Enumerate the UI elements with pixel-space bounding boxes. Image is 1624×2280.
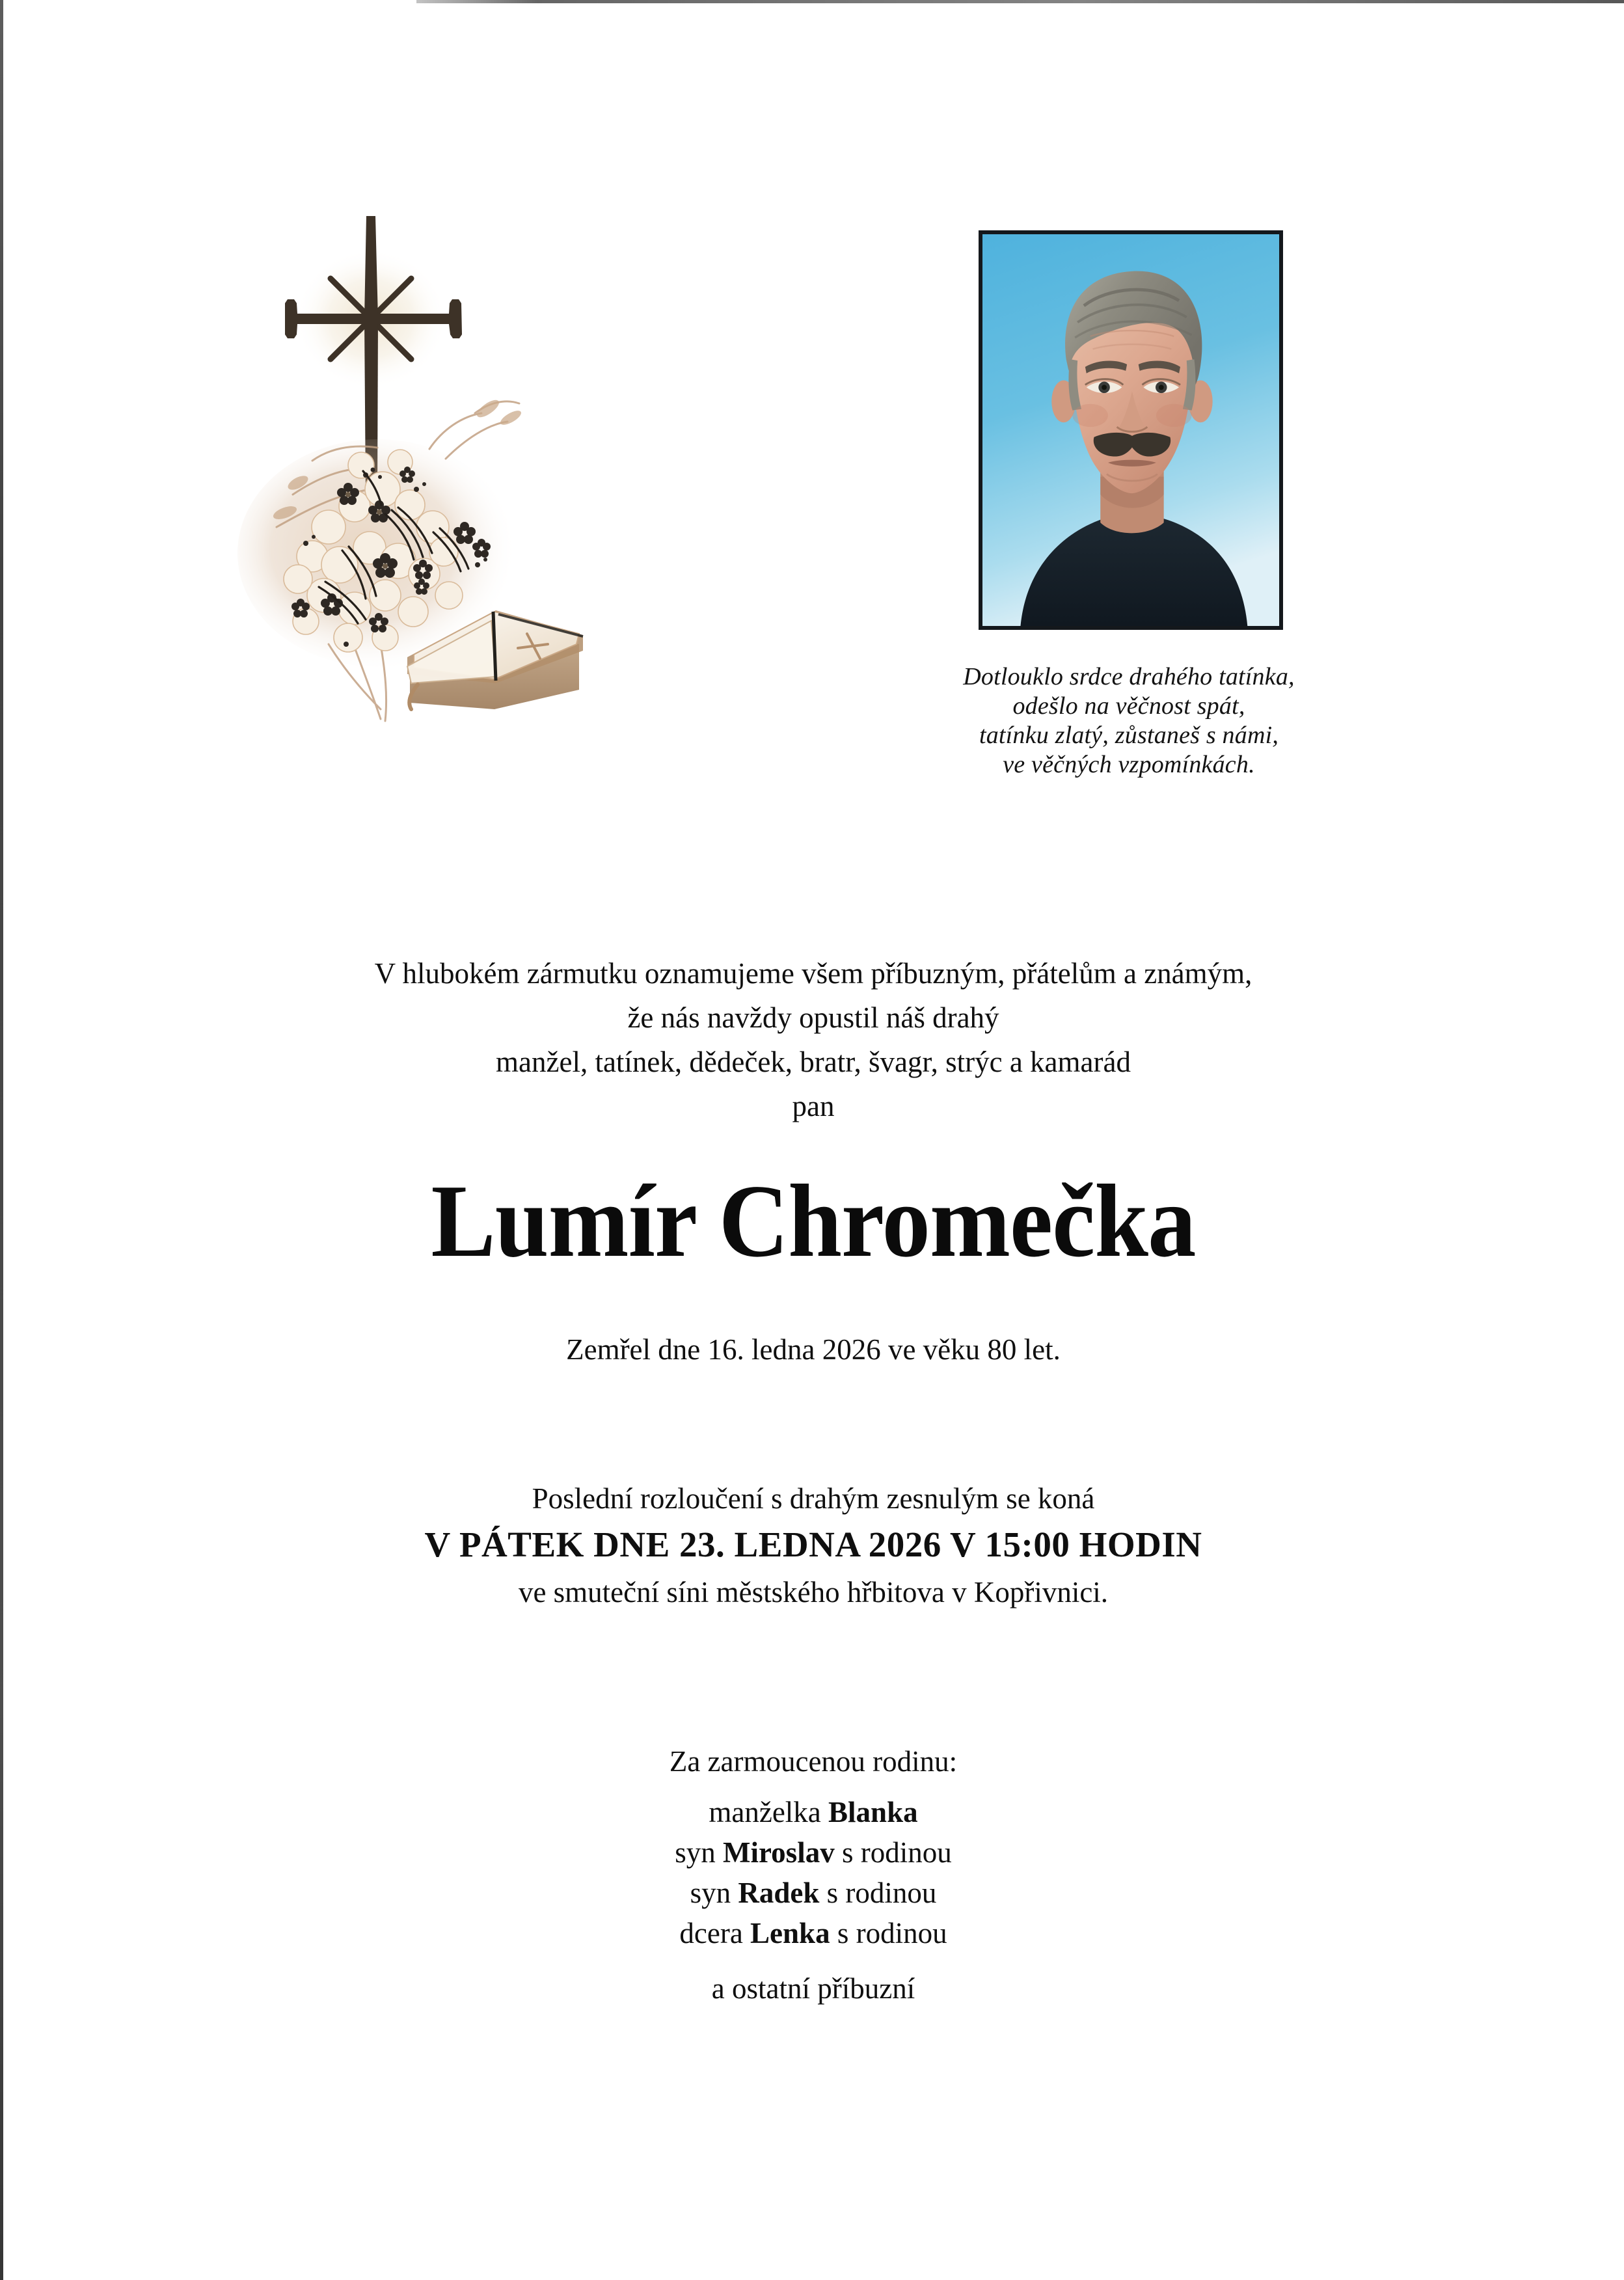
- family-closing: a ostatní příbuzní: [711, 1972, 915, 2005]
- family-relation: manželka: [709, 1796, 821, 1828]
- family-relation: syn: [675, 1836, 716, 1869]
- announcement-text: [98, 951, 1529, 1128]
- poem-line-3: tatínku zlatý, zůstaneš s námi,: [979, 722, 1279, 749]
- family-member-row: [98, 1792, 1529, 1832]
- announcement-line-2: že nás navždy opustil náš drahý: [627, 1001, 999, 1034]
- cross-bouquet-bible-illustration: [215, 189, 618, 729]
- family-member-row: [98, 1913, 1529, 1953]
- ceremony-intro: Poslední rozloučení s drahým zesnulým se koná: [532, 1482, 1095, 1515]
- portrait-photo: [979, 230, 1283, 630]
- poem-line-1: Dotlouklo srdce drahého tatínka,: [963, 663, 1295, 690]
- family-suffix: s rodinou: [826, 1877, 937, 1909]
- ceremony-venue: ve smuteční síni městského hřbitova v Kopřivnici.: [518, 1576, 1109, 1608]
- poem-line-2: odešlo na věčnost spát,: [1012, 692, 1245, 720]
- family-member-name: Lenka: [750, 1917, 830, 1949]
- poem-line-4: ve věčných vzpomínkách.: [1003, 751, 1255, 778]
- family-member-row: [98, 1832, 1529, 1873]
- family-member-name: Radek: [738, 1877, 820, 1909]
- family-heading: Za zarmoucenou rodinu:: [669, 1745, 958, 1778]
- announcement-line-4: pan: [792, 1090, 835, 1122]
- scan-edge-top: [416, 0, 1624, 3]
- announcement-line-3: manžel, tatínek, dědeček, bratr, švagr, strýc a kamarád: [496, 1046, 1131, 1078]
- family-member-name: Blanka: [828, 1796, 918, 1828]
- bereaved-family: [98, 1731, 1529, 2024]
- family-member-name: Miroslav: [723, 1836, 835, 1869]
- family-relation: dcera: [679, 1917, 743, 1949]
- scan-edge-left: [0, 0, 3, 2280]
- ceremony-details: [98, 1478, 1529, 1614]
- deceased-name: Lumír Chromečka: [431, 1163, 1196, 1279]
- family-suffix: s rodinou: [841, 1836, 952, 1869]
- family-member-row: [98, 1873, 1529, 1913]
- family-relation: syn: [690, 1877, 731, 1909]
- memorial-poem: [817, 662, 1441, 780]
- announcement-line-1: V hlubokém zármutku oznamujeme všem příbuzným, přátelům a známým,: [374, 957, 1252, 990]
- ceremony-datetime: V PÁTEK DNE 23. LEDNA 2026 V 15:00 HODIN: [424, 1525, 1202, 1564]
- family-suffix: s rodinou: [837, 1917, 947, 1949]
- death-date-line: Zemřel dne 16. ledna 2026 ve věku 80 let.: [566, 1333, 1061, 1366]
